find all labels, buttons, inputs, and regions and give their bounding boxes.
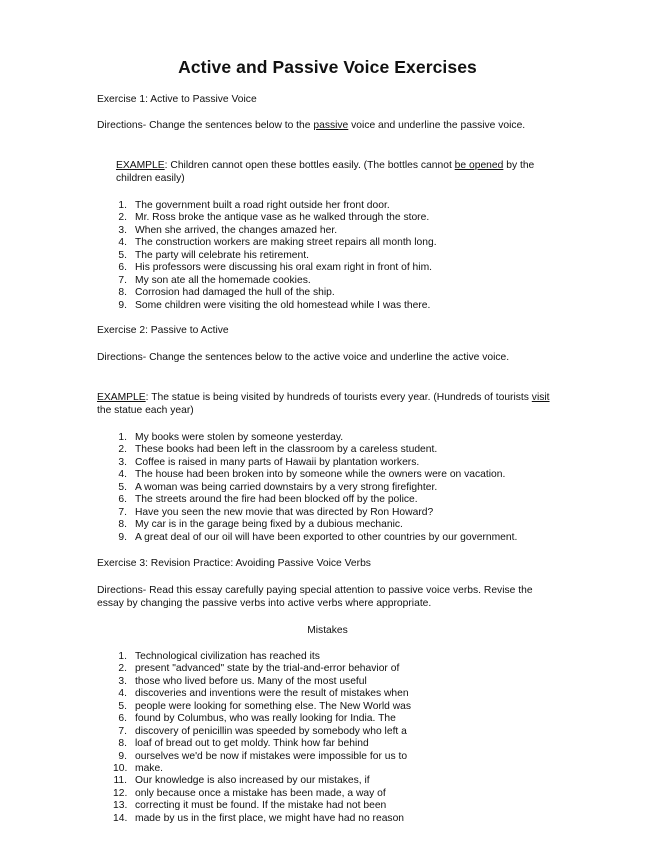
directions-lead: Directions- Change the sentences below to the — [97, 120, 314, 131]
essay-line — [113, 800, 411, 812]
example-text: : The statue is being visited by hundreds of tourists every year. (Hundreds of tourists — [145, 392, 532, 403]
essay-line — [113, 688, 411, 700]
item-number: 10. — [113, 762, 128, 774]
item-number: 1. — [118, 200, 127, 211]
exercise-2-directions: Directions- Change the sentences below to the active voice and underline the active voice. — [97, 352, 510, 363]
item-text: The streets around the fire had been blocked off by the police. — [135, 494, 418, 506]
exercise-2-list — [113, 432, 517, 544]
item-number: 7. — [118, 274, 127, 286]
item-text: My son ate all the homemade cookies. — [135, 274, 311, 286]
essay-lines — [113, 651, 411, 825]
page-title: Active and Passive Voice Exercises — [178, 57, 477, 77]
item-number: 6. — [118, 494, 127, 506]
item-number: 9. — [118, 531, 127, 543]
item-number: 11. — [113, 775, 127, 787]
item-text: those who lived before us. Many of the most useful — [135, 675, 367, 687]
essay-line — [113, 813, 411, 825]
item-number: 5. — [118, 481, 127, 493]
example-tail: the statue each year) — [97, 404, 194, 416]
example-label: EXAMPLE — [97, 392, 146, 403]
essay-line — [113, 651, 411, 663]
item-text: discoveries and inventions were the result of mistakes when — [135, 688, 409, 700]
exercise-1-item — [113, 300, 437, 312]
item-text: A woman was being carried downstairs by a very strong firefighter. — [135, 481, 438, 493]
directions-tail: voice and underline the passive voice. — [348, 120, 526, 131]
item-text: My books were stolen by someone yesterday. — [135, 432, 344, 443]
exercise-1-item — [113, 275, 437, 287]
item-number: 4. — [118, 469, 127, 481]
item-text: Corrosion had damaged the hull of the ship. — [135, 287, 335, 299]
item-text: The construction workers are making street repairs all month long. — [135, 237, 437, 249]
item-text: only because once a mistake has been made, a way of — [135, 787, 386, 799]
item-text: people were looking for something else. The New World was — [135, 700, 412, 712]
exercise-2-item — [113, 444, 517, 456]
essay-line — [113, 701, 411, 713]
essay-line — [113, 676, 411, 688]
item-text: Mr. Ross broke the antique vase as he walked through the store. — [135, 212, 430, 224]
item-number: 8. — [118, 287, 127, 299]
item-number: 8. — [118, 738, 127, 750]
item-number: 5. — [118, 700, 127, 712]
essay-line — [113, 713, 411, 725]
exercise-2-item — [113, 519, 517, 531]
essay-line — [113, 738, 411, 750]
item-text: His professors were discussing his oral exam right in front of him. — [135, 262, 433, 274]
exercise-1-example — [116, 160, 561, 185]
item-number: 5. — [118, 249, 127, 261]
item-number: 8. — [118, 519, 127, 531]
item-text: Some children were visiting the old homestead while I was there. — [135, 299, 431, 311]
item-number: 4. — [118, 688, 127, 700]
item-number: 6. — [118, 262, 127, 274]
exercise-2-item — [113, 532, 517, 544]
directions-underlined-word: passive — [313, 120, 349, 131]
exercise-1-directions — [97, 120, 557, 133]
item-number: 2. — [118, 663, 127, 675]
exercise-1-list — [113, 200, 437, 312]
exercise-1-item — [113, 200, 437, 212]
exercise-2-heading: Exercise 2: Passive to Active — [97, 325, 229, 336]
item-number: 7. — [118, 725, 127, 737]
item-number: 14. — [113, 812, 128, 824]
item-number: 3. — [118, 224, 127, 236]
item-number: 3. — [118, 675, 127, 687]
exercise-1-item — [113, 250, 437, 262]
exercise-2-example — [97, 392, 562, 417]
item-text: The party will celebrate his retirement. — [135, 249, 309, 261]
exercise-1-item — [113, 287, 437, 299]
exercise-1-item — [113, 262, 437, 274]
item-text: Have you seen the new movie that was directed by Ron Howard? — [135, 506, 434, 518]
item-text: Our knowledge is also increased by our mistakes, if — [135, 775, 370, 787]
item-number: 2. — [118, 212, 127, 224]
essay-line — [113, 788, 411, 800]
item-number: 12. — [113, 787, 128, 799]
item-text: found by Columbus, who was really looking for India. The — [135, 713, 396, 725]
example-tail: by the children easily) — [116, 160, 535, 184]
exercise-3-heading: Exercise 3: Revision Practice: Avoiding Passive Voice Verbs — [97, 558, 371, 569]
example-label: EXAMPLE — [116, 160, 165, 171]
exercise-1-item — [113, 237, 437, 249]
example-underlined: visit — [531, 392, 550, 403]
item-text: When she arrived, the changes amazed her. — [135, 224, 338, 236]
item-text: make. — [135, 762, 164, 774]
exercise-2-item — [113, 507, 517, 519]
item-text: correcting it must be found. If the mistake had not been — [135, 800, 387, 812]
exercise-2-item — [113, 457, 517, 469]
exercise-2-item — [113, 494, 517, 506]
exercise-2-item — [113, 469, 517, 481]
exercise-2-item — [113, 482, 517, 494]
item-text: Coffee is raised in many parts of Hawaii by plantation workers. — [135, 456, 420, 468]
item-text: The house had been broken into by someone while the owners were on vacation. — [135, 469, 506, 481]
exercise-1-item — [113, 212, 437, 224]
item-number: 9. — [118, 299, 127, 311]
item-text: These books had been left in the classroom by a careless student. — [135, 444, 438, 456]
essay-line — [113, 751, 411, 763]
essay-line — [113, 763, 411, 775]
example-underlined: be opened — [454, 160, 504, 171]
item-number: 6. — [118, 713, 127, 725]
essay-line — [113, 775, 411, 787]
item-number: 4. — [118, 237, 127, 249]
item-number: 1. — [118, 432, 127, 443]
item-number: 2. — [118, 444, 127, 456]
item-text: My car is in the garage being fixed by a dubious mechanic. — [135, 519, 403, 531]
item-text: ourselves we'd be now if mistakes were impossible for us to — [135, 750, 408, 762]
item-number: 9. — [118, 750, 127, 762]
exercise-1-heading: Exercise 1: Active to Passive Voice — [97, 94, 257, 105]
item-text: made by us in the first place, we might have had no reason — [135, 812, 405, 824]
item-number: 3. — [118, 456, 127, 468]
item-text: Technological civilization has reached its — [135, 651, 320, 662]
item-text: The government built a road right outside her front door. — [135, 200, 390, 211]
item-number: 1. — [118, 651, 127, 662]
example-text: : Children cannot open these bottles easily. (The bottles cannot — [164, 160, 455, 171]
item-text: discovery of penicillin was speeded by somebody who left a — [135, 725, 407, 737]
exercise-3-directions: Directions- Read this essay carefully paying special attention to passive voice verbs. Revise the essay by changing the passive verbs into active verbs where appropriate. — [97, 585, 533, 609]
exercise-1-item — [113, 225, 437, 237]
essay-title: Mistakes — [307, 625, 348, 636]
item-number: 13. — [113, 800, 128, 812]
exercise-2-item — [113, 432, 517, 444]
essay-line — [113, 663, 411, 675]
essay-line — [113, 726, 411, 738]
item-text: loaf of bread out to get moldy. Think how far behind — [135, 738, 369, 750]
item-number: 7. — [118, 506, 127, 518]
item-text: present "advanced" state by the trial-and-error behavior of — [135, 663, 400, 675]
item-text: A great deal of our oil will have been exported to other countries by our government. — [135, 531, 518, 543]
